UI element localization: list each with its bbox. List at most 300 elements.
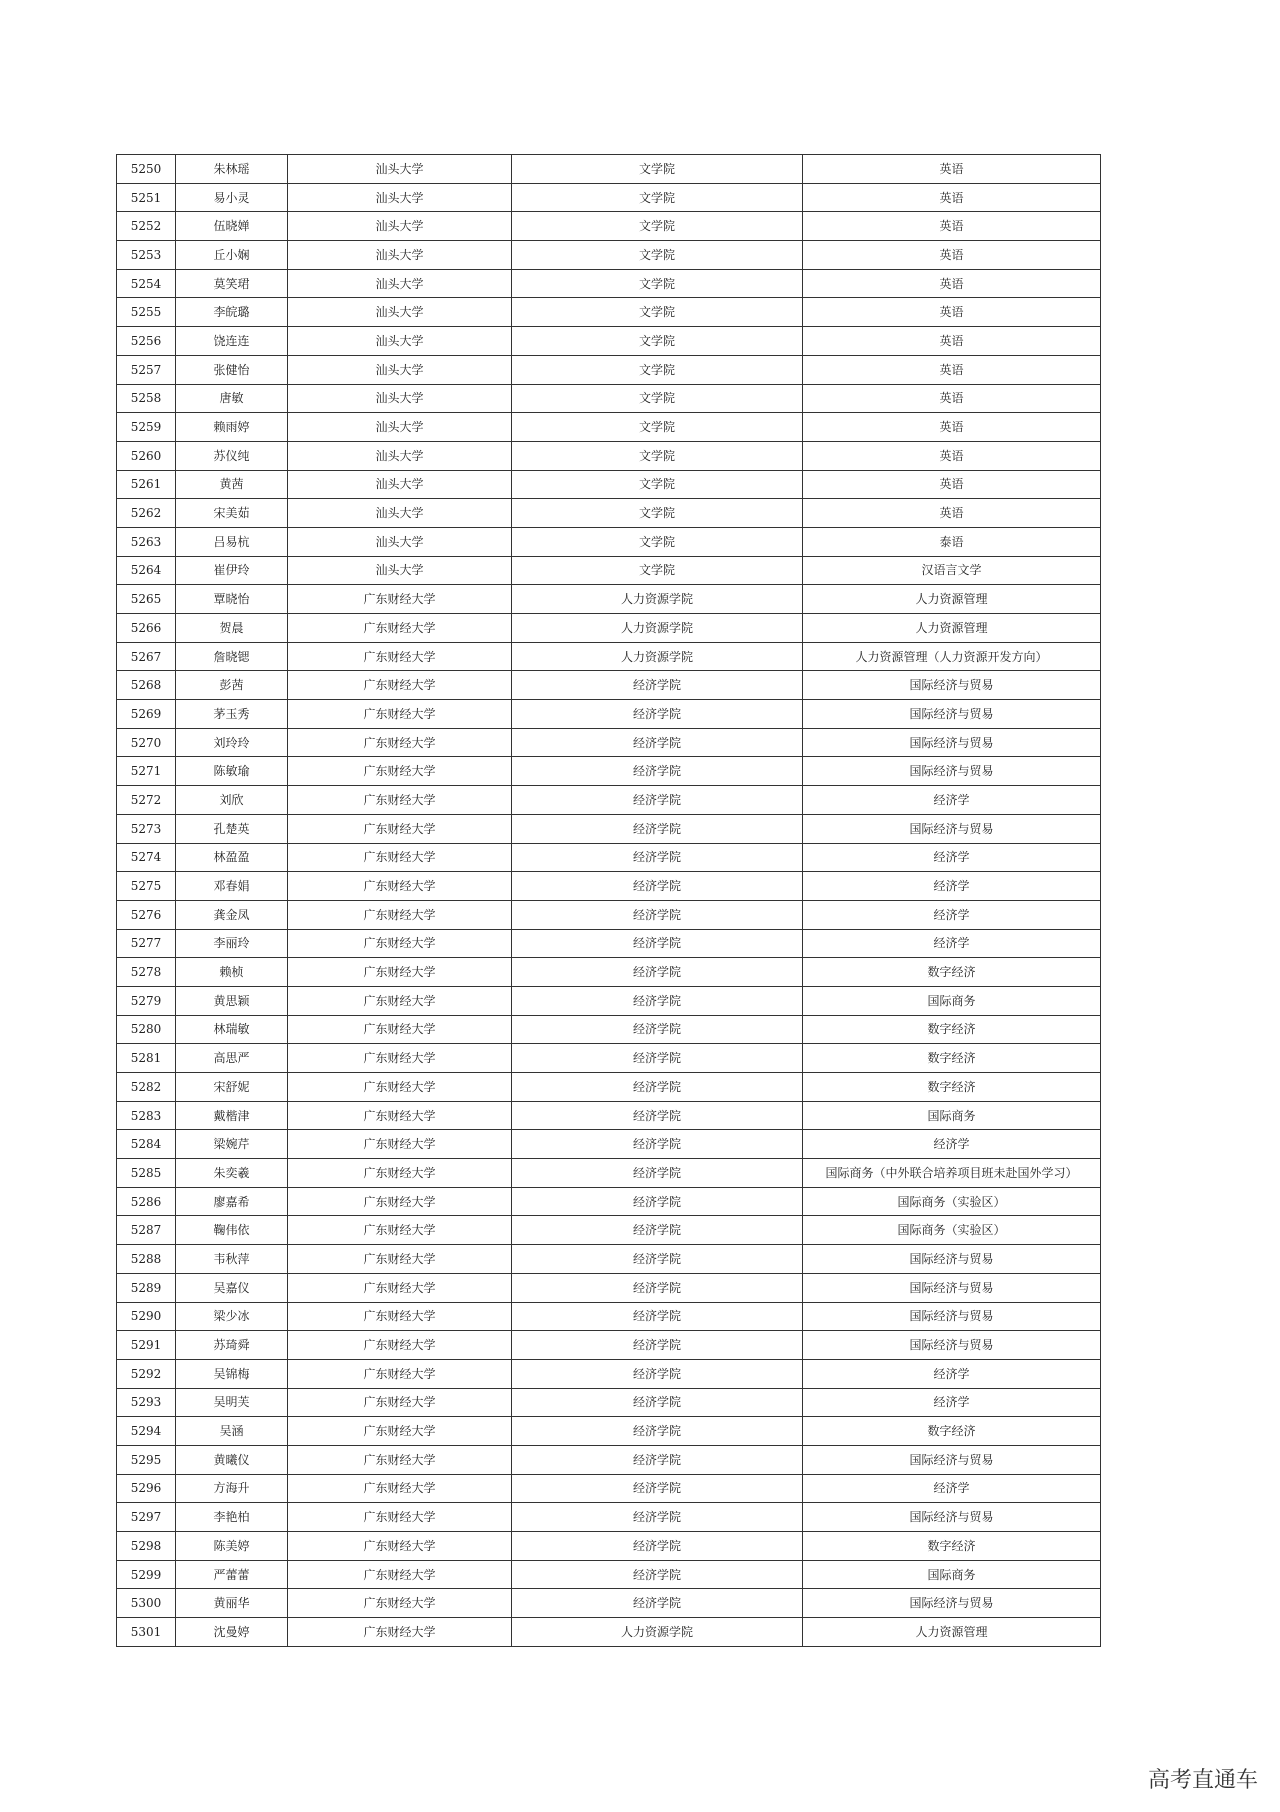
university-cell: 广东财经大学: [288, 958, 512, 987]
major-cell: 国际商务（实验区）: [803, 1187, 1101, 1216]
college-cell: 经济学院: [512, 728, 803, 757]
university-cell: 广东财经大学: [288, 757, 512, 786]
student-name-cell: 李丽玲: [176, 929, 288, 958]
student-name-cell: 吴锦梅: [176, 1359, 288, 1388]
major-cell: 经济学: [803, 929, 1101, 958]
major-cell: 英语: [803, 384, 1101, 413]
university-cell: 广东财经大学: [288, 585, 512, 614]
major-cell: 泰语: [803, 527, 1101, 556]
table-row: [117, 872, 1101, 901]
serial-number-cell: 5269: [117, 700, 176, 729]
college-cell: 经济学院: [512, 1101, 803, 1130]
serial-number-cell: 5261: [117, 470, 176, 499]
table-row: [117, 843, 1101, 872]
college-cell: 经济学院: [512, 958, 803, 987]
major-cell: 数字经济: [803, 1044, 1101, 1073]
table-row: [117, 155, 1101, 184]
major-cell: 英语: [803, 241, 1101, 270]
student-name-cell: 李艳柏: [176, 1503, 288, 1532]
major-cell: 经济学: [803, 900, 1101, 929]
table-row: [117, 929, 1101, 958]
major-cell: 国际经济与贸易: [803, 1302, 1101, 1331]
college-cell: 人力资源学院: [512, 642, 803, 671]
university-cell: 广东财经大学: [288, 1159, 512, 1188]
university-cell: 广东财经大学: [288, 1503, 512, 1532]
student-name-cell: 茅玉秀: [176, 700, 288, 729]
major-cell: 经济学: [803, 1359, 1101, 1388]
major-cell: 国际商务（实验区）: [803, 1216, 1101, 1245]
serial-number-cell: 5292: [117, 1359, 176, 1388]
serial-number-cell: 5263: [117, 527, 176, 556]
major-cell: 英语: [803, 212, 1101, 241]
major-cell: 国际经济与贸易: [803, 671, 1101, 700]
student-name-cell: 朱奕羲: [176, 1159, 288, 1188]
college-cell: 文学院: [512, 499, 803, 528]
university-cell: 汕头大学: [288, 355, 512, 384]
table-row: [117, 786, 1101, 815]
student-name-cell: 林盈盈: [176, 843, 288, 872]
major-cell: 人力资源管理: [803, 1618, 1101, 1647]
table-row: [117, 499, 1101, 528]
major-cell: 国际经济与贸易: [803, 1445, 1101, 1474]
serial-number-cell: 5284: [117, 1130, 176, 1159]
university-cell: 广东财经大学: [288, 642, 512, 671]
university-cell: 广东财经大学: [288, 1073, 512, 1102]
college-cell: 经济学院: [512, 1532, 803, 1561]
university-cell: 广东财经大学: [288, 1187, 512, 1216]
student-name-cell: 龚金凤: [176, 900, 288, 929]
roster-table-body: [117, 155, 1101, 1647]
college-cell: 经济学院: [512, 1245, 803, 1274]
college-cell: 文学院: [512, 556, 803, 585]
university-cell: 广东财经大学: [288, 1101, 512, 1130]
major-cell: 英语: [803, 327, 1101, 356]
university-cell: 汕头大学: [288, 470, 512, 499]
table-row: [117, 1073, 1101, 1102]
table-row: [117, 527, 1101, 556]
university-cell: 广东财经大学: [288, 786, 512, 815]
university-cell: 广东财经大学: [288, 1589, 512, 1618]
university-cell: 广东财经大学: [288, 872, 512, 901]
college-cell: 文学院: [512, 212, 803, 241]
table-row: [117, 298, 1101, 327]
student-name-cell: 黄思颖: [176, 986, 288, 1015]
university-cell: 广东财经大学: [288, 1445, 512, 1474]
table-row: [117, 384, 1101, 413]
college-cell: 经济学院: [512, 814, 803, 843]
serial-number-cell: 5252: [117, 212, 176, 241]
student-name-cell: 莫笑珺: [176, 269, 288, 298]
serial-number-cell: 5266: [117, 614, 176, 643]
serial-number-cell: 5273: [117, 814, 176, 843]
student-name-cell: 宋美茹: [176, 499, 288, 528]
table-row: [117, 1216, 1101, 1245]
university-cell: 广东财经大学: [288, 1302, 512, 1331]
university-cell: 广东财经大学: [288, 1216, 512, 1245]
major-cell: 汉语言文学: [803, 556, 1101, 585]
serial-number-cell: 5296: [117, 1474, 176, 1503]
student-name-cell: 黄茜: [176, 470, 288, 499]
college-cell: 文学院: [512, 413, 803, 442]
student-name-cell: 宋舒妮: [176, 1073, 288, 1102]
major-cell: 国际经济与贸易: [803, 814, 1101, 843]
university-cell: 汕头大学: [288, 298, 512, 327]
serial-number-cell: 5250: [117, 155, 176, 184]
roster-table-wrapper: [116, 154, 1101, 1647]
table-row: [117, 642, 1101, 671]
serial-number-cell: 5299: [117, 1560, 176, 1589]
table-row: [117, 1445, 1101, 1474]
student-name-cell: 彭茜: [176, 671, 288, 700]
table-row: [117, 614, 1101, 643]
major-cell: 英语: [803, 441, 1101, 470]
major-cell: 数字经济: [803, 1417, 1101, 1446]
student-name-cell: 刘玲玲: [176, 728, 288, 757]
serial-number-cell: 5295: [117, 1445, 176, 1474]
table-row: [117, 900, 1101, 929]
major-cell: 数字经济: [803, 1073, 1101, 1102]
table-row: [117, 327, 1101, 356]
table-row: [117, 413, 1101, 442]
college-cell: 经济学院: [512, 1560, 803, 1589]
student-name-cell: 廖嘉希: [176, 1187, 288, 1216]
university-cell: 广东财经大学: [288, 1331, 512, 1360]
college-cell: 经济学院: [512, 872, 803, 901]
student-name-cell: 吕易杭: [176, 527, 288, 556]
college-cell: 经济学院: [512, 843, 803, 872]
table-row: [117, 355, 1101, 384]
table-row: [117, 1503, 1101, 1532]
college-cell: 经济学院: [512, 1216, 803, 1245]
major-cell: 经济学: [803, 872, 1101, 901]
table-row: [117, 1273, 1101, 1302]
college-cell: 经济学院: [512, 1331, 803, 1360]
major-cell: 数字经济: [803, 958, 1101, 987]
table-row: [117, 814, 1101, 843]
college-cell: 经济学院: [512, 786, 803, 815]
table-row: [117, 1589, 1101, 1618]
table-row: [117, 1245, 1101, 1274]
university-cell: 广东财经大学: [288, 900, 512, 929]
college-cell: 经济学院: [512, 1187, 803, 1216]
major-cell: 国际经济与贸易: [803, 1503, 1101, 1532]
table-row: [117, 470, 1101, 499]
major-cell: 国际经济与贸易: [803, 1245, 1101, 1274]
college-cell: 文学院: [512, 384, 803, 413]
major-cell: 英语: [803, 269, 1101, 298]
college-cell: 经济学院: [512, 1359, 803, 1388]
university-cell: 广东财经大学: [288, 1273, 512, 1302]
major-cell: 英语: [803, 413, 1101, 442]
major-cell: 数字经济: [803, 1532, 1101, 1561]
student-name-cell: 陈美婷: [176, 1532, 288, 1561]
serial-number-cell: 5298: [117, 1532, 176, 1561]
serial-number-cell: 5264: [117, 556, 176, 585]
university-cell: 广东财经大学: [288, 1388, 512, 1417]
college-cell: 经济学院: [512, 1417, 803, 1446]
table-row: [117, 700, 1101, 729]
serial-number-cell: 5288: [117, 1245, 176, 1274]
student-name-cell: 高思严: [176, 1044, 288, 1073]
serial-number-cell: 5293: [117, 1388, 176, 1417]
serial-number-cell: 5257: [117, 355, 176, 384]
table-row: [117, 1560, 1101, 1589]
college-cell: 文学院: [512, 298, 803, 327]
university-cell: 广东财经大学: [288, 1532, 512, 1561]
serial-number-cell: 5278: [117, 958, 176, 987]
university-cell: 广东财经大学: [288, 1245, 512, 1274]
major-cell: 英语: [803, 470, 1101, 499]
student-name-cell: 孔楚英: [176, 814, 288, 843]
college-cell: 经济学院: [512, 1273, 803, 1302]
serial-number-cell: 5254: [117, 269, 176, 298]
table-row: [117, 269, 1101, 298]
roster-table: [116, 154, 1101, 1647]
serial-number-cell: 5297: [117, 1503, 176, 1532]
college-cell: 经济学院: [512, 1388, 803, 1417]
table-row: [117, 1187, 1101, 1216]
serial-number-cell: 5274: [117, 843, 176, 872]
major-cell: 国际商务: [803, 1101, 1101, 1130]
college-cell: 文学院: [512, 241, 803, 270]
table-row: [117, 728, 1101, 757]
serial-number-cell: 5271: [117, 757, 176, 786]
major-cell: 英语: [803, 355, 1101, 384]
university-cell: 汕头大学: [288, 499, 512, 528]
college-cell: 文学院: [512, 470, 803, 499]
major-cell: 数字经济: [803, 1015, 1101, 1044]
student-name-cell: 赖桢: [176, 958, 288, 987]
college-cell: 人力资源学院: [512, 614, 803, 643]
university-cell: 汕头大学: [288, 441, 512, 470]
college-cell: 经济学院: [512, 1589, 803, 1618]
serial-number-cell: 5260: [117, 441, 176, 470]
major-cell: 国际经济与贸易: [803, 700, 1101, 729]
student-name-cell: 方海升: [176, 1474, 288, 1503]
university-cell: 广东财经大学: [288, 814, 512, 843]
student-name-cell: 鞠伟依: [176, 1216, 288, 1245]
student-name-cell: 陈敏瑜: [176, 757, 288, 786]
major-cell: 人力资源管理（人力资源开发方向）: [803, 642, 1101, 671]
student-name-cell: 戴楷津: [176, 1101, 288, 1130]
major-cell: 英语: [803, 183, 1101, 212]
college-cell: 经济学院: [512, 1044, 803, 1073]
college-cell: 经济学院: [512, 929, 803, 958]
student-name-cell: 邓春娟: [176, 872, 288, 901]
university-cell: 汕头大学: [288, 212, 512, 241]
university-cell: 广东财经大学: [288, 671, 512, 700]
student-name-cell: 林瑞敏: [176, 1015, 288, 1044]
student-name-cell: 韦秋萍: [176, 1245, 288, 1274]
serial-number-cell: 5262: [117, 499, 176, 528]
serial-number-cell: 5282: [117, 1073, 176, 1102]
student-name-cell: 苏仪纯: [176, 441, 288, 470]
student-name-cell: 唐敏: [176, 384, 288, 413]
university-cell: 广东财经大学: [288, 1359, 512, 1388]
student-name-cell: 詹晓锶: [176, 642, 288, 671]
table-row: [117, 441, 1101, 470]
university-cell: 广东财经大学: [288, 1474, 512, 1503]
student-name-cell: 李皖璐: [176, 298, 288, 327]
serial-number-cell: 5289: [117, 1273, 176, 1302]
college-cell: 经济学院: [512, 1474, 803, 1503]
table-row: [117, 1388, 1101, 1417]
table-row: [117, 1474, 1101, 1503]
table-row: [117, 986, 1101, 1015]
serial-number-cell: 5276: [117, 900, 176, 929]
student-name-cell: 苏琦舜: [176, 1331, 288, 1360]
university-cell: 广东财经大学: [288, 1044, 512, 1073]
student-name-cell: 沈曼婷: [176, 1618, 288, 1647]
university-cell: 广东财经大学: [288, 1560, 512, 1589]
college-cell: 经济学院: [512, 1302, 803, 1331]
serial-number-cell: 5253: [117, 241, 176, 270]
university-cell: 汕头大学: [288, 527, 512, 556]
college-cell: 经济学院: [512, 1159, 803, 1188]
serial-number-cell: 5259: [117, 413, 176, 442]
student-name-cell: 吴涵: [176, 1417, 288, 1446]
table-row: [117, 1359, 1101, 1388]
university-cell: 汕头大学: [288, 413, 512, 442]
serial-number-cell: 5281: [117, 1044, 176, 1073]
serial-number-cell: 5283: [117, 1101, 176, 1130]
table-row: [117, 556, 1101, 585]
major-cell: 经济学: [803, 786, 1101, 815]
table-row: [117, 1101, 1101, 1130]
college-cell: 文学院: [512, 327, 803, 356]
major-cell: 国际经济与贸易: [803, 1273, 1101, 1302]
university-cell: 广东财经大学: [288, 843, 512, 872]
major-cell: 国际经济与贸易: [803, 1331, 1101, 1360]
university-cell: 广东财经大学: [288, 1417, 512, 1446]
table-row: [117, 1015, 1101, 1044]
major-cell: 英语: [803, 298, 1101, 327]
serial-number-cell: 5270: [117, 728, 176, 757]
serial-number-cell: 5300: [117, 1589, 176, 1618]
university-cell: 广东财经大学: [288, 1618, 512, 1647]
college-cell: 经济学院: [512, 1130, 803, 1159]
college-cell: 经济学院: [512, 700, 803, 729]
student-name-cell: 梁少冰: [176, 1302, 288, 1331]
major-cell: 国际商务（中外联合培养项目班未赴国外学习）: [803, 1159, 1101, 1188]
college-cell: 文学院: [512, 155, 803, 184]
serial-number-cell: 5294: [117, 1417, 176, 1446]
serial-number-cell: 5255: [117, 298, 176, 327]
college-cell: 文学院: [512, 269, 803, 298]
college-cell: 文学院: [512, 441, 803, 470]
serial-number-cell: 5285: [117, 1159, 176, 1188]
serial-number-cell: 5287: [117, 1216, 176, 1245]
table-row: [117, 1532, 1101, 1561]
major-cell: 国际商务: [803, 986, 1101, 1015]
major-cell: 经济学: [803, 1474, 1101, 1503]
student-name-cell: 黄曦仪: [176, 1445, 288, 1474]
table-row: [117, 212, 1101, 241]
university-cell: 汕头大学: [288, 241, 512, 270]
major-cell: 经济学: [803, 1388, 1101, 1417]
student-name-cell: 刘欣: [176, 786, 288, 815]
table-row: [117, 1618, 1101, 1647]
college-cell: 文学院: [512, 527, 803, 556]
serial-number-cell: 5275: [117, 872, 176, 901]
serial-number-cell: 5267: [117, 642, 176, 671]
university-cell: 广东财经大学: [288, 700, 512, 729]
college-cell: 文学院: [512, 183, 803, 212]
major-cell: 国际经济与贸易: [803, 1589, 1101, 1618]
table-row: [117, 1044, 1101, 1073]
university-cell: 广东财经大学: [288, 1130, 512, 1159]
student-name-cell: 易小灵: [176, 183, 288, 212]
student-name-cell: 饶连连: [176, 327, 288, 356]
university-cell: 广东财经大学: [288, 614, 512, 643]
major-cell: 英语: [803, 155, 1101, 184]
student-name-cell: 赖雨婷: [176, 413, 288, 442]
university-cell: 汕头大学: [288, 556, 512, 585]
college-cell: 经济学院: [512, 986, 803, 1015]
table-row: [117, 1159, 1101, 1188]
serial-number-cell: 5272: [117, 786, 176, 815]
serial-number-cell: 5290: [117, 1302, 176, 1331]
university-cell: 汕头大学: [288, 327, 512, 356]
major-cell: 经济学: [803, 1130, 1101, 1159]
student-name-cell: 朱林瑶: [176, 155, 288, 184]
student-name-cell: 崔伊玲: [176, 556, 288, 585]
table-row: [117, 1130, 1101, 1159]
college-cell: 经济学院: [512, 757, 803, 786]
table-row: [117, 585, 1101, 614]
serial-number-cell: 5251: [117, 183, 176, 212]
serial-number-cell: 5265: [117, 585, 176, 614]
college-cell: 经济学院: [512, 1503, 803, 1532]
student-name-cell: 吴嘉仪: [176, 1273, 288, 1302]
student-name-cell: 贺晨: [176, 614, 288, 643]
student-name-cell: 张健怡: [176, 355, 288, 384]
student-name-cell: 梁婉芹: [176, 1130, 288, 1159]
serial-number-cell: 5256: [117, 327, 176, 356]
major-cell: 国际商务: [803, 1560, 1101, 1589]
major-cell: 英语: [803, 499, 1101, 528]
university-cell: 汕头大学: [288, 155, 512, 184]
college-cell: 文学院: [512, 355, 803, 384]
serial-number-cell: 5291: [117, 1331, 176, 1360]
student-name-cell: 吴明芙: [176, 1388, 288, 1417]
serial-number-cell: 5258: [117, 384, 176, 413]
serial-number-cell: 5286: [117, 1187, 176, 1216]
serial-number-cell: 5279: [117, 986, 176, 1015]
table-row: [117, 241, 1101, 270]
serial-number-cell: 5277: [117, 929, 176, 958]
university-cell: 汕头大学: [288, 269, 512, 298]
college-cell: 人力资源学院: [512, 585, 803, 614]
university-cell: 汕头大学: [288, 384, 512, 413]
serial-number-cell: 5268: [117, 671, 176, 700]
college-cell: 经济学院: [512, 1015, 803, 1044]
table-row: [117, 958, 1101, 987]
university-cell: 广东财经大学: [288, 1015, 512, 1044]
major-cell: 国际经济与贸易: [803, 728, 1101, 757]
college-cell: 经济学院: [512, 1073, 803, 1102]
university-cell: 汕头大学: [288, 183, 512, 212]
university-cell: 广东财经大学: [288, 929, 512, 958]
college-cell: 经济学院: [512, 1445, 803, 1474]
watermark-text: 高考直通车: [1147, 1768, 1258, 1793]
table-row: [117, 1302, 1101, 1331]
college-cell: 经济学院: [512, 671, 803, 700]
table-row: [117, 757, 1101, 786]
student-name-cell: 丘小娴: [176, 241, 288, 270]
major-cell: 经济学: [803, 843, 1101, 872]
table-row: [117, 1417, 1101, 1446]
